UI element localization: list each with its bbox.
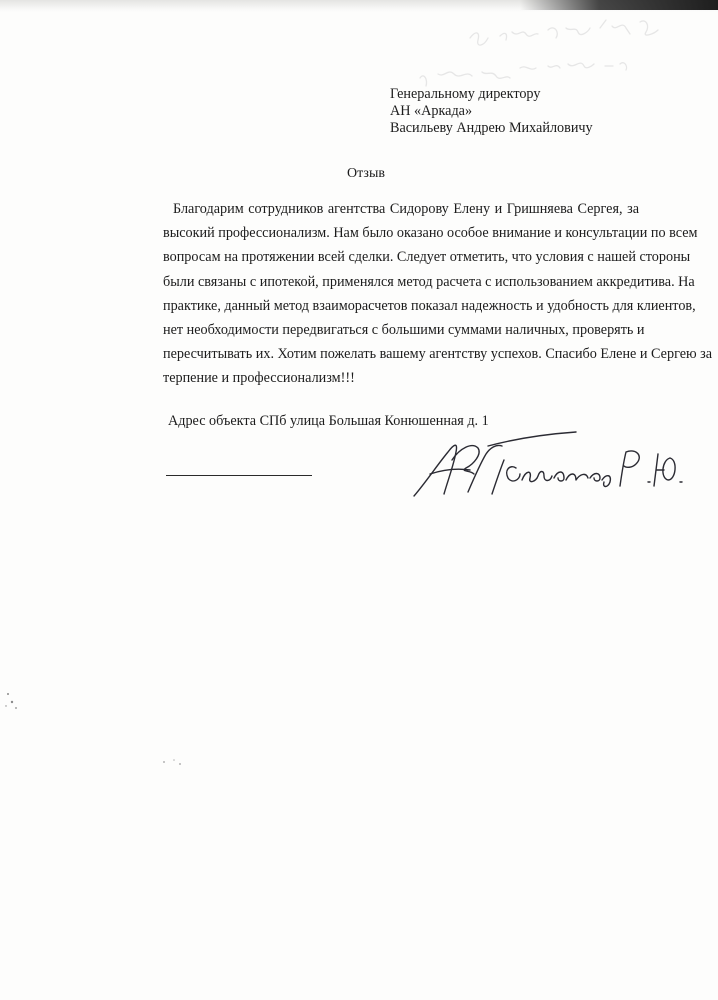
body-line: были связаны с ипотекой, применялся метод расчета с использованием аккредитива. На bbox=[163, 273, 695, 290]
body-line: вопросам на протяжении всей сделки. Следует отметить, что условия с нашей стороны bbox=[163, 249, 691, 266]
body-line: Благодарим сотрудников агентства Сидорову Елену и Гришняева Сергея, за bbox=[173, 201, 639, 217]
addressee-position: Генеральному директору bbox=[390, 86, 541, 102]
body-line: пересчитывать их. Хотим пожелать вашему агентству успехов. Спасибо Елене и Сергею за bbox=[163, 346, 713, 363]
body-line: практике, данный метод взаиморасчетов показал надежность и удобность для клиентов, bbox=[163, 297, 696, 314]
scan-speck bbox=[158, 756, 188, 770]
document-title: Отзыв bbox=[347, 166, 385, 181]
signature-underline bbox=[166, 475, 312, 476]
object-address: Адрес объекта СПб улица Большая Конюшенная д. 1 bbox=[168, 413, 489, 429]
addressee-block bbox=[390, 86, 593, 137]
body-line: терпение и профессионализм!!! bbox=[163, 370, 355, 387]
addressee-name: Васильеву Андрею Михайловичу bbox=[390, 120, 593, 136]
bleed-through-marks bbox=[0, 0, 718, 130]
letter-body bbox=[163, 197, 713, 391]
addressee-organization: АН «Аркада» bbox=[390, 103, 473, 119]
handwritten-signature bbox=[408, 430, 688, 510]
body-line: высокий профессионализм. Нам было оказано особое внимание и консультации по всем bbox=[163, 225, 698, 242]
scan-speck bbox=[2, 690, 22, 714]
body-line: нет необходимости передвигаться с большими суммами наличных, проверять и bbox=[163, 322, 645, 339]
